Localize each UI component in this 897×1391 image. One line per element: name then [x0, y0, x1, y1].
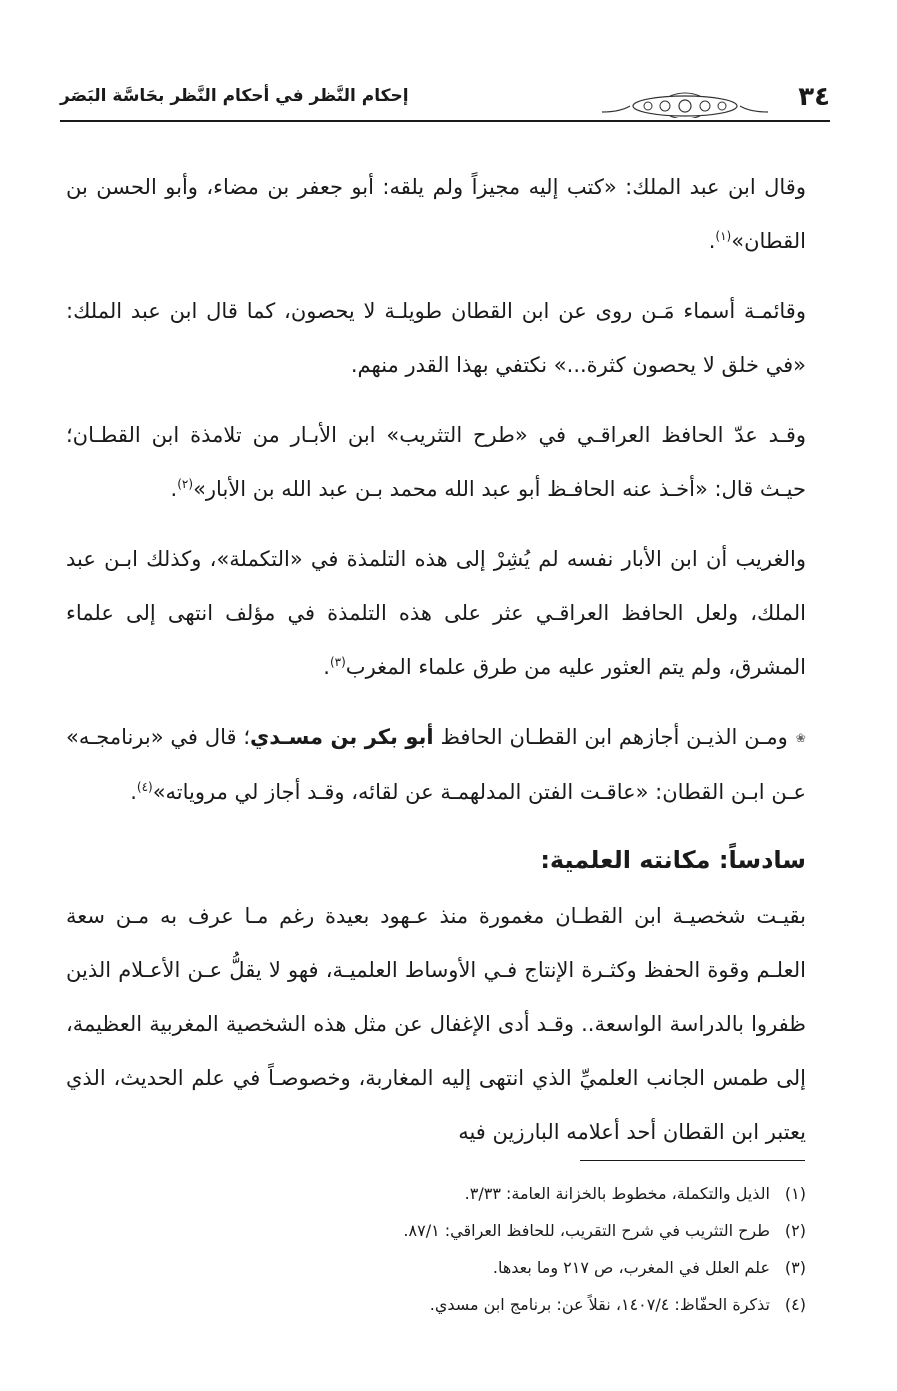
footnote-text: تذكرة الحفّاظ: ١٤٠٧/٤، نقلاً عن: برنامج ابن مسدي. — [429, 1295, 770, 1314]
paragraph-2: وقائمـة أسماء مَـن روى عن ابن القطان طويلـة لا يحصون، كما قال ابن عبد الملك: «في خلق لا يحصون كثرة...» نكتفي بهذا القدر منهم. — [66, 299, 806, 377]
section-heading: سادساً: مكانته العلمية: — [540, 846, 806, 874]
footnote-text: علم العلل في المغرب، ص ٢١٧ وما بعدها. — [492, 1258, 770, 1277]
footnote-number: (٤) — [784, 1295, 806, 1314]
paragraph-4-text: والغريب أن ابن الأبار نفسه لم يُشِرْ إلى هذه التلمذة في «التكملة»، وكذلك ابـن عبد الملك، ولعل الحافظ العراقـي عثر على هذه التلمذة في مؤلف انتهى إلى علماء المشرق، ولم يتم العثور عليه من طرق علماء المغرب — [66, 547, 806, 679]
paragraph-4: والغريب أن ابن الأبار نفسه لم يُشِرْ إلى هذه التلمذة في «التكملة»، وكذلك ابـن عبد الملك، ولعل الحافظ العراقـي عثر على هذه التلمذة في مؤلف انتهى إلى علماء المشرق، ولم يتم العثور عليه من طرق علماء المغرب$^{(٣)}$. — [66, 547, 806, 679]
running-title: إحكام النَّظر في أحكام النَّظر بحَاسَّة البَصَر — [60, 86, 409, 106]
footnote-number: (٢) — [784, 1221, 806, 1240]
paragraph-3: وقـد عدّ الحافظ العراقـي في «طرح التثريب» ابن الأبـار من تلامذة ابن القطـان؛ حيـث قال: «أخـذ عنه الحافـظ أبو عبد الله محمد بـن عبد الله بن الأبار»$^{(٢)}$. — [66, 423, 806, 501]
footnote-ref-2: (٢) — [177, 477, 194, 491]
paragraph-5: ❀ومـن الذيـن أجازهم ابن القطـان الحافظ أبو بكر بن مسـدي؛ قال في «برنامجـه» عـن ابـن القطان: «عاقـت الفتن المدلهمـة عن لقائه، وقـد أجاز لي مروياته»$^{(٤)}$. — [66, 725, 806, 804]
footnotes — [66, 1175, 806, 1323]
footnote-text: الذيل والتكملة، مخطوط بالخزانة العامة: ٣/٣٣. — [464, 1184, 770, 1203]
decorative-ornament-icon — [600, 92, 770, 118]
footnote-ref-1: (١) — [715, 229, 732, 243]
paragraph-5-name: أبو بكر بن مسـدي — [250, 725, 434, 749]
footnote-ref-3: (٣) — [329, 655, 346, 669]
paragraph-5-text-b: ؛ قال في «برنامجـه» عـن ابـن القطان: «عاقـت الفتن المدلهمـة عن لقائه، وقـد أجاز لي مروياته» — [66, 725, 806, 804]
main-text — [66, 160, 806, 1175]
paragraph-1: وقال ابن عبد الملك: «كتب إليه مجيزاً ولم يلقه: أبو جعفر بن مضاء، وأبو الحسن بن القطان»$^{(١)}$. — [66, 175, 806, 253]
footnote-text: طرح التثريب في شرح التقريب، للحافظ العراقي: ٨٧/١. — [403, 1221, 770, 1240]
header-rule — [60, 120, 830, 122]
paragraph-6: بقيـت شخصيـة ابن القطـان مغمورة منذ عـهود بعيدة رغم مـا عرف به مـن سعة العلـم وقوة الحفظ وكثـرة الإنتاج فـي الأوساط العلميـة، فهو لا يقلُّ عـن الأعـلام الذين ظفروا بالدراسة الواسعة.. وقـد أدى الإغفال عن مثل هذه الشخصية المغربية العظيمة، إلى طمس الجانب العلميِّ الذي انتهى إليه المغاربة، وخصوصـاً في علم الحديث، الذي يعتبر ابن القطان أحد أعلامه البارزين فيه — [66, 904, 806, 1144]
page-number: ٣٤ — [798, 82, 830, 112]
footnote-rule — [580, 1160, 805, 1161]
footnote-number: (١) — [784, 1184, 806, 1203]
page-header — [60, 82, 830, 126]
footnote-4 — [66, 1286, 806, 1323]
footnote-2 — [66, 1212, 806, 1249]
paragraph-5-text-a: ومـن الذيـن أجازهم ابن القطـان الحافظ — [433, 725, 788, 749]
footnote-ref-4: (٤) — [136, 780, 153, 794]
bullet-icon: ❀ — [795, 731, 806, 745]
paragraph-3-text: وقـد عدّ الحافظ العراقـي في «طرح التثريب» ابن الأبـار من تلامذة ابن القطـان؛ حيـث قال: «أخـذ عنه الحافـظ أبو عبد الله محمد بـن عبد الله بن الأبار» — [66, 423, 806, 501]
footnote-3 — [66, 1249, 806, 1286]
footnote-1 — [66, 1175, 806, 1212]
footnote-number: (٣) — [784, 1258, 806, 1277]
paragraph-1-text: وقال ابن عبد الملك: «كتب إليه مجيزاً ولم يلقه: أبو جعفر بن مضاء، وأبو الحسن بن القطان» — [66, 175, 806, 253]
